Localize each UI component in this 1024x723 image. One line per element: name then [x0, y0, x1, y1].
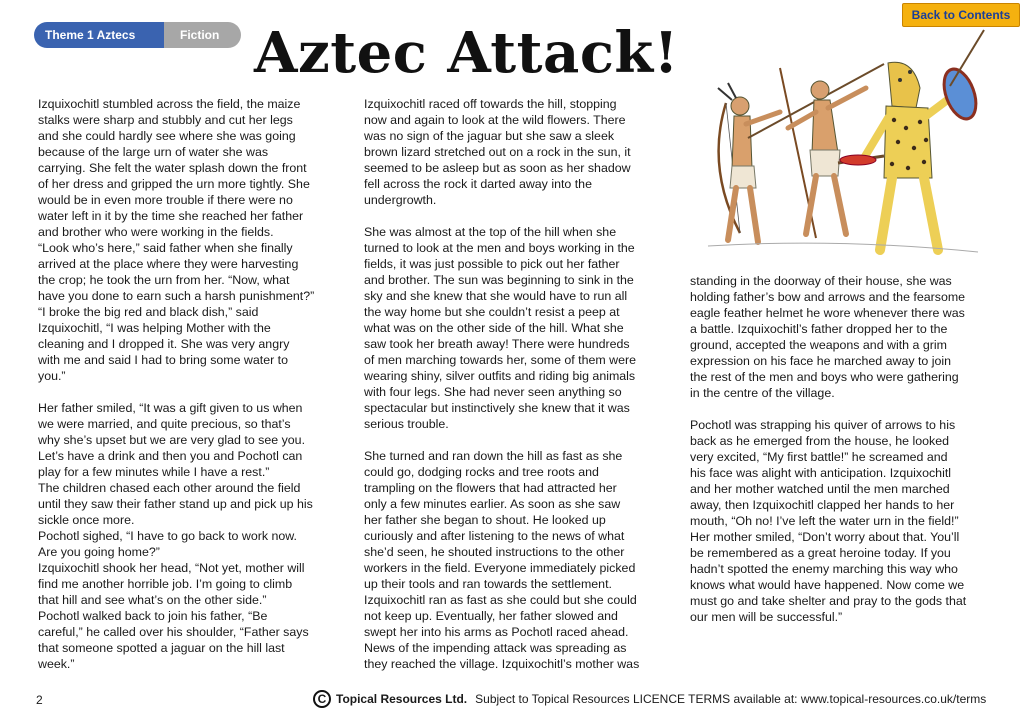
text-line: “I broke the big red and black dish,” said [38, 305, 259, 319]
text-line: Pochotl sighed, “I have to go back to work now. [38, 529, 297, 543]
text-line: his face was alight with anticipation. Izquixochitl [690, 466, 952, 480]
text-line: not keep up. Eventually, her father slowed and [364, 609, 618, 623]
text-line: turned to look at the men and boys working in the [364, 241, 635, 255]
text-line: was no sign of the jaguar but she saw a sleek [364, 129, 615, 143]
text-line: she’d seen, he shouted instructions to the other [364, 545, 625, 559]
text-line: Her mother smiled, “Don’t worry about that. You’ll [690, 530, 960, 544]
text-line: sky and she knew that she would have to run all [364, 289, 628, 303]
text-line: seemed to be asleep but as soon as her shadow [364, 161, 631, 175]
paragraph [364, 96, 674, 208]
story-column-2 [364, 96, 674, 688]
text-line: Let’s have a drink and then you and Pochotl can [38, 449, 303, 463]
copyright-notice [313, 690, 986, 708]
text-line: mouth, “Oh no! I’ve left the water urn in the field!” [690, 514, 959, 528]
back-to-contents-button[interactable]: Back to Contents [902, 3, 1020, 27]
text-line: until they saw their father stand up and pick up his [38, 497, 313, 511]
text-line: away, then Izquixochitl clapped her hands to her [690, 498, 955, 512]
paragraph [38, 96, 356, 384]
text-line: and her mother watched until the men marched [690, 482, 950, 496]
text-line: with me and said I had to bring some water to [38, 353, 289, 367]
text-line: sickle once more. [38, 513, 135, 527]
text-line: her father she began to shout. He looked up [364, 513, 606, 527]
text-line: find me another horrible job. I’m going to climb [38, 577, 293, 591]
text-line: and brother. The sun was beginning to sink in the [364, 273, 634, 287]
text-line: arrived at the place where they were harvesting [38, 257, 299, 271]
text-line: with four legs. She had never seen anything so [364, 385, 622, 399]
text-line: and she could hardly see where she was going [38, 129, 296, 143]
text-line: must go and take shelter and pray to the gods that [690, 594, 967, 608]
text-line: back as he emerged from the house, he looked [690, 434, 949, 448]
text-line: Izquixochitl shook her head, “Not yet, mother will [38, 561, 305, 575]
text-line: Izquixochitl stumbled across the field, the maize [38, 97, 301, 111]
text-line: cleaning and I dropped it. She was very angry [38, 337, 290, 351]
paragraph [690, 273, 1000, 401]
text-line: because of the large urn of water she was [38, 145, 269, 159]
text-line: what was on the other side of the hill. What she [364, 321, 624, 335]
text-line: “Look who’s here,” said father when she finally [38, 241, 293, 255]
theme-tab[interactable]: Theme 1 Aztecs [34, 22, 164, 48]
text-line: Izquixochitl ran as fast as she could but she could [364, 593, 637, 607]
text-line: stalks were sharp and stubbly and cut her legs [38, 113, 293, 127]
story-column-3 [690, 273, 1000, 641]
text-line: ground, accepted the weapons and with a grim [690, 338, 947, 352]
text-line: why she’s upset but we are very glad to see you. [38, 433, 306, 447]
text-line: Are you going home?” [38, 545, 160, 559]
publisher-name: Topical Resources Ltd. [336, 692, 468, 706]
text-line: would be in even more trouble if there were no [38, 193, 293, 207]
text-line: Pochotl was strapping his quiver of arrows to his [690, 418, 956, 432]
text-line: Her father smiled, “It was a gift given to us when [38, 401, 303, 415]
text-line: She turned and ran down the hill as fast as she [364, 449, 623, 463]
text-line: The children chased each other around the field [38, 481, 301, 495]
text-line: carrying. She felt the water splash down the front [38, 161, 307, 175]
text-line: of her dress and gripped the urn more tightly. She [38, 177, 310, 191]
text-line: a battle. Izquixochitl’s father dropped her to the [690, 322, 948, 336]
text-line: the way home but she couldn’t resist a peep at [364, 305, 620, 319]
text-line: workers in the field. Everyone immediately picked [364, 561, 636, 575]
text-line: hadn’t spotted the enemy marching this way who [690, 562, 958, 576]
text-line: eagle feather helmet he wore whenever there was [690, 306, 965, 320]
text-line: expression on his face he marched away to join [690, 354, 952, 368]
paragraph [690, 417, 1000, 625]
text-line: week.” [38, 657, 75, 671]
licence-text: Subject to Topical Resources LICENCE TERMS available at: www.topical-resources.co.uk/terms [475, 692, 987, 706]
paragraph [364, 224, 674, 432]
text-line: Pochotl walked back to join his father, “Be [38, 609, 268, 623]
text-line: the rest of the men and boys who were gathering [690, 370, 959, 384]
text-line: curiously and after listening to the news of what [364, 529, 625, 543]
story-column-1 [38, 96, 356, 688]
text-line: News of the impending attack was spreading as [364, 641, 627, 655]
text-line: standing in the doorway of their house, she was [690, 274, 952, 288]
page-number: 2 [36, 693, 43, 707]
theme-tabs [34, 22, 241, 48]
paragraph [38, 400, 356, 672]
text-line: could go, dodging rocks and tree roots and [364, 465, 599, 479]
text-line: only a few minutes earlier. As soon as she saw [364, 497, 621, 511]
text-line: that someone spotted a jaguar on the hill last [38, 641, 285, 655]
text-line: be remembered as a great heroine today. If you [690, 546, 951, 560]
text-line: brown lizard stretched out on a rock in the sun, it [364, 145, 631, 159]
text-line: saw took her breath away! There were hundreds [364, 337, 630, 351]
text-line: fields, it was just possible to pick out her father [364, 257, 620, 271]
text-line: play for a few minutes while I have a rest.” [38, 465, 270, 479]
text-line: and brother who were working in the fields. [38, 225, 274, 239]
text-line: have you done to earn such a harsh punishment?” [38, 289, 315, 303]
text-line: fell across the rock it darted away into the [364, 177, 592, 191]
genre-tab[interactable]: Fiction [164, 22, 241, 48]
text-line: trampling on the flowers that had attracted her [364, 481, 617, 495]
text-line: of men marching towards her, some of them were [364, 353, 637, 367]
text-line: Izquixochitl raced off towards the hill, stopping [364, 97, 617, 111]
text-line: spectacular but instinctively she knew that it was [364, 401, 630, 415]
text-line: the crop; he took the urn from her. “Now, what [38, 273, 290, 287]
text-line: our men will be successful.” [690, 610, 843, 624]
text-line: we were married, and quite precious, so that’s [38, 417, 291, 431]
text-line: in the centre of the village. [690, 386, 835, 400]
text-line: water left in it by the time she reached her father [38, 209, 304, 223]
text-line: very excited, “My first battle!” he screamed and [690, 450, 948, 464]
text-line: undergrowth. [364, 193, 437, 207]
text-line: wearing shiny, silver outfits and riding big animals [364, 369, 636, 383]
aztec-warriors-illustration [688, 28, 988, 268]
text-line: She was almost at the top of the hill when she [364, 225, 617, 239]
text-line: up their tools and ran towards the settlement. [364, 577, 612, 591]
page-footer [0, 690, 1024, 712]
text-line: Izquixochitl, “I was helping Mother with the [38, 321, 271, 335]
text-line: that hill and see what’s on the other side.” [38, 593, 267, 607]
text-line: holding father’s bow and arrows and the fearsome [690, 290, 966, 304]
text-line: swept her into his arms as Pochotl raced ahead. [364, 625, 629, 639]
text-line: now and again to look at the wild flowers. There [364, 113, 626, 127]
paragraph [364, 448, 674, 672]
text-line: knows what would have happened. Now come we [690, 578, 965, 592]
text-line: you.” [38, 369, 66, 383]
text-line: serious trouble. [364, 417, 449, 431]
text-line: careful,” he called over his shoulder, “Father says [38, 625, 309, 639]
page-title: Aztec Attack! [254, 20, 679, 86]
copyright-icon: C [313, 690, 331, 708]
text-line: they reached the village. Izquixochitl’s mother was [364, 657, 640, 671]
